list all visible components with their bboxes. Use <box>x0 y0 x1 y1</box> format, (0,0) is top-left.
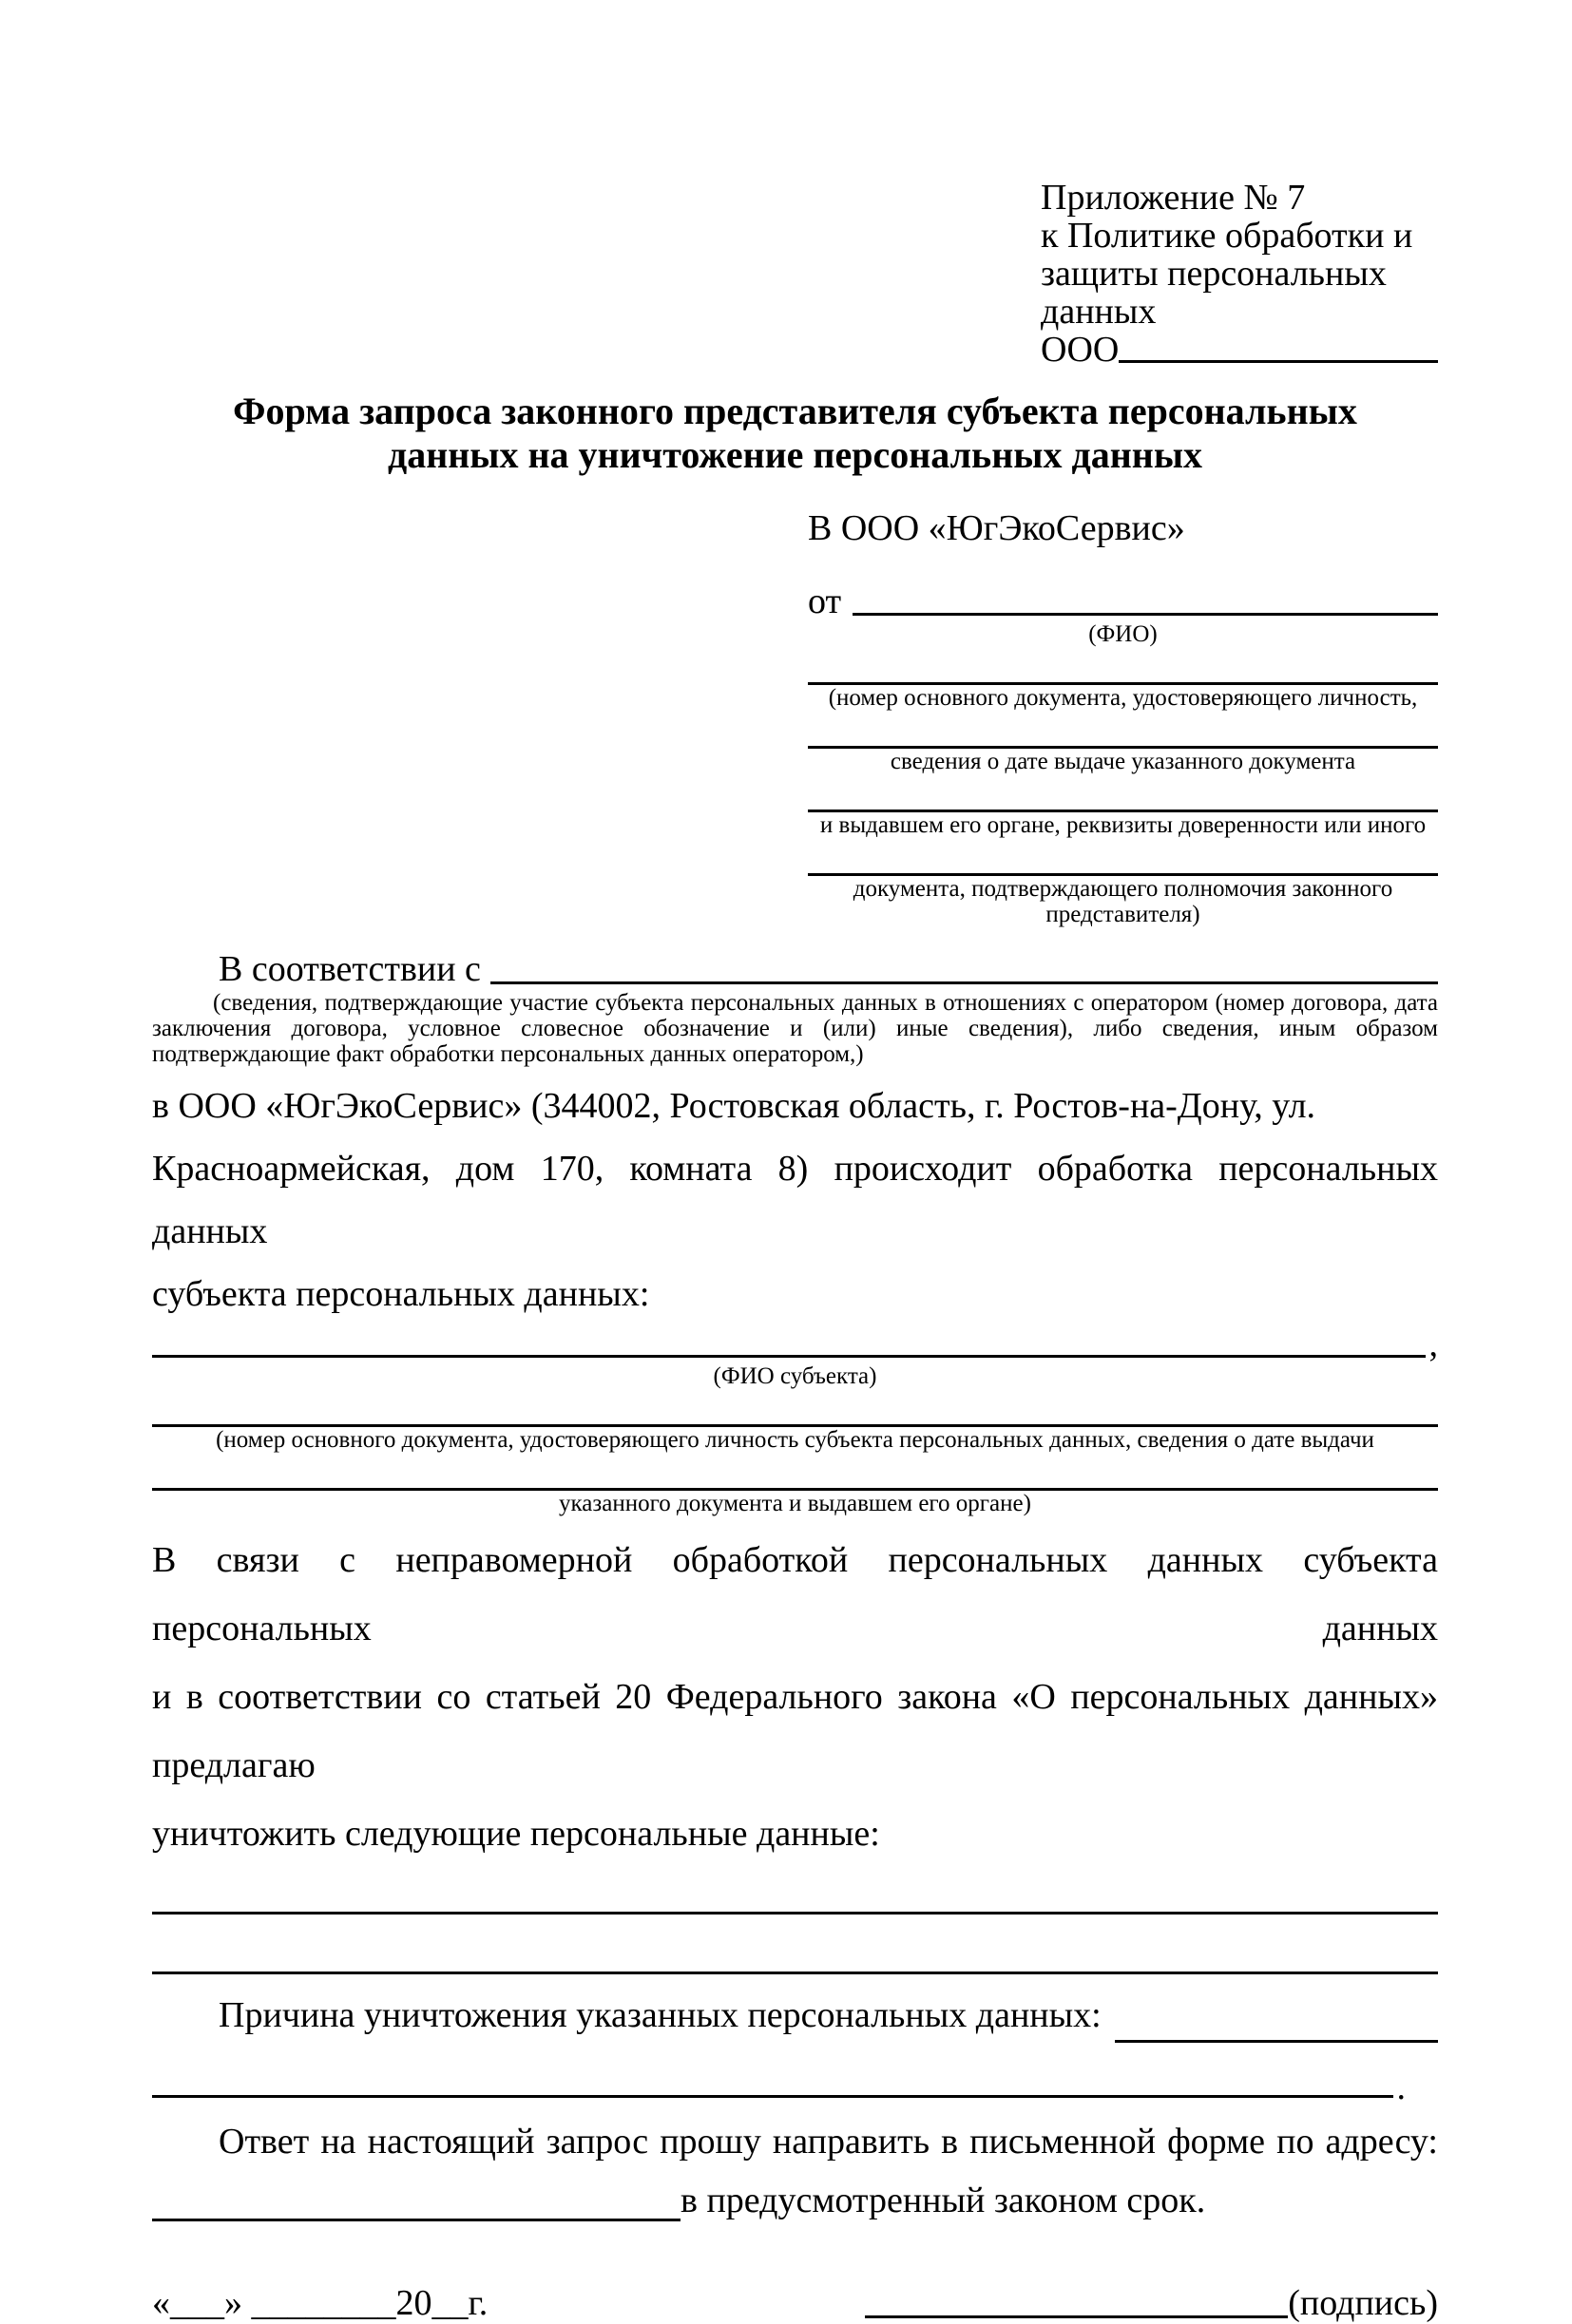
reason-blank-line <box>1115 1982 1438 2043</box>
data-list-blank-line <box>152 1922 1438 1974</box>
field-caption: (номер основного документа, удостоверяющего личность субъекта персональных данных, сведения о дате выдачи <box>216 1427 1374 1453</box>
subject-doc-field <box>152 1389 1438 1453</box>
reason-label: Причина уничтожения указанных персональных данных: <box>219 1995 1102 2035</box>
page-title-line: данных на уничтожение персональных данных <box>387 433 1203 476</box>
blank-line <box>808 838 1438 876</box>
accordance-blank-line <box>490 948 1438 984</box>
signature-group <box>865 2282 1438 2324</box>
operator-paragraph-line: в ООО «ЮгЭкоСервис» (344002, Ростовская область, г. Ростов-на-Дону, ул. <box>152 1086 1316 1126</box>
blank-line <box>808 647 1438 685</box>
accordance-note: (сведения, подтверждающие участие субъекта персональных данных в отношениях с оператором (номер договора, дата заключения договора, условное словесное обозначение и (или) иные сведения), либо сведения, иным образом подтверждающие факт обработки персональных данных оператором,) <box>152 990 1438 1067</box>
representative-doc-field <box>808 647 1438 711</box>
destruction-paragraph-line: и в соответствии со статьей 20 Федерального закона «О персональных данных» предлагаю <box>152 1677 1438 1785</box>
reason-row <box>152 1982 1438 2048</box>
representative-doc-field <box>808 838 1438 927</box>
accordance-row <box>152 948 1438 990</box>
fio-caption: (ФИО) <box>1088 621 1158 647</box>
annex-org-row <box>1041 331 1438 369</box>
signature-blank-line <box>865 2282 1288 2318</box>
field-caption: указанного документа и выдавшем его органе) <box>559 1491 1031 1516</box>
page-title-line: Форма запроса законного представителя субъекта персональных <box>233 390 1357 432</box>
period-after-line: . <box>1396 2067 1406 2107</box>
page-title <box>152 390 1438 477</box>
address-blank-line <box>152 2174 681 2221</box>
destruction-paragraph <box>152 1526 1438 1868</box>
annex-header <box>1041 179 1438 369</box>
data-list-blank-line <box>152 1868 1438 1914</box>
subject-fio-row <box>152 1325 1438 1363</box>
annex-line: защиты персональных данных <box>1041 254 1387 332</box>
subject-doc-field <box>152 1453 1438 1516</box>
response-suffix: в предусмотренный законом срок. <box>681 2181 1206 2220</box>
blank-line <box>808 711 1438 749</box>
addressee-to: В ООО «ЮгЭкоСервис» <box>808 508 1185 548</box>
field-caption: документа, подтверждающего полномочия законного представителя) <box>853 876 1393 927</box>
blank-line <box>152 1389 1438 1427</box>
from-label: от <box>808 581 842 621</box>
subject-fio-caption: (ФИО субъекта) <box>713 1363 877 1389</box>
field-caption: сведения о дате выдаче указанного документа <box>890 749 1356 774</box>
from-row <box>808 581 1438 621</box>
accordance-label: В соответствии с <box>219 949 481 989</box>
destruction-paragraph-line: уничтожить следующие персональные данные: <box>152 1814 880 1854</box>
operator-paragraph-line: субъекта персональных данных: <box>152 1274 650 1314</box>
response-address-row <box>152 2174 1438 2227</box>
reason-blank-line <box>152 2095 1393 2098</box>
operator-paragraph <box>152 1075 1438 1325</box>
comma-after-line: , <box>1428 1324 1438 1364</box>
addressee-block <box>808 509 1438 927</box>
field-caption: (номер основного документа, удостоверяющего личность, <box>828 685 1418 711</box>
subject-fio-blank-line <box>152 1355 1426 1358</box>
date-template: «___» ________20__г. <box>152 2283 489 2323</box>
destruction-paragraph-line: В связи с неправомерной обработкой персональных данных субъекта персональных данных <box>152 1540 1438 1648</box>
field-caption: и выдавшем его органе, реквизиты доверенности или иного <box>819 812 1427 838</box>
org-name-blank-line <box>1119 331 1438 363</box>
footer-row <box>152 2282 1438 2324</box>
representative-doc-field <box>808 774 1438 838</box>
annex-org-prefix: ООО <box>1041 330 1120 370</box>
reason-continuation-row <box>152 2048 1406 2107</box>
annex-line: Приложение № 7 <box>1041 178 1306 218</box>
response-paragraph: Ответ на настоящий запрос прошу направить в письменной форме по адресу: <box>219 2122 1438 2162</box>
operator-paragraph-line: Красноармейская, дом 170, комната 8) происходит обработка персональных данных <box>152 1149 1438 1251</box>
blank-line <box>808 774 1438 812</box>
from-name-blank-line <box>853 581 1438 616</box>
blank-line <box>152 1453 1438 1491</box>
signature-caption: (подпись) <box>1288 2283 1438 2323</box>
representative-doc-field <box>808 711 1438 774</box>
annex-line: к Политике обработки и <box>1041 216 1413 256</box>
